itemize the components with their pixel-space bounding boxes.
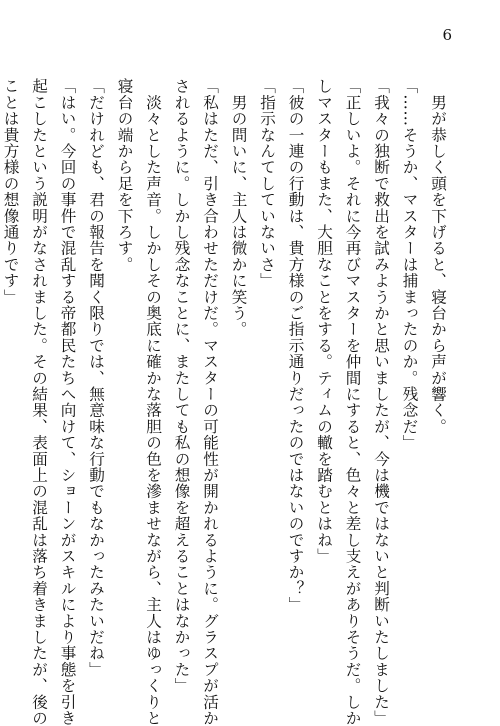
text-line: 起こしたという説明がなされました。その結果、表面上の混乱は落ち着きましたが、後の (30, 78, 48, 726)
text-line: 男の問いに、主人は微かに笑う。 (229, 78, 248, 338)
text-line: 「正しいよ。それに今再びマスターを仲間にすると、色々と差し支えがありそうだ。しか (343, 78, 362, 726)
text-line: されるように。しかし残念なことに、またしても私の想像を超えることはなかった」 (172, 78, 191, 694)
text-line: 「だけれども、君の報告を聞く限りでは、無意味な行動でもなかったみたいだね」 (87, 78, 105, 678)
text-line: 「指示なんてしていないさ」 (258, 78, 276, 289)
text-line: 「私はただ、引き合わせただけだ。マスターの可能性が開かれるように。グラスプが活か (201, 78, 219, 726)
text-line: 寝台の端から足を下ろす。 (115, 78, 134, 273)
vertical-text-body (1, 78, 452, 726)
text-line: 男が恭しく頭を下げると、寝台から声が響く。 (429, 78, 447, 435)
text-line: 「……そうか、マスターは捕まったのか。残念だ」 (400, 78, 419, 451)
page-number: 6 (442, 26, 452, 44)
text-line: ことは貴方様の想像通りです」 (1, 78, 20, 305)
text-line: 「はい。今回の事件で混乱する帝都民たちへ向けて、ショーンがスキルにより事態を引き (58, 78, 77, 726)
text-line: 「我々の独断で救出を試みようかと思いましたが、今は機ではないと判断いたしました」 (372, 78, 390, 726)
text-line: しマスターもまた、大胆なことをする。ティムの轍を踏むとはね」 (315, 78, 333, 564)
text-line: 「彼の一連の行動は、貴方様のご指示通りだったのではないのですか？」 (286, 78, 305, 613)
text-line: 淡々とした声音。しかしその奥底に確かな落胆の色を滲ませながら、主人はゆっくりと (144, 78, 162, 726)
